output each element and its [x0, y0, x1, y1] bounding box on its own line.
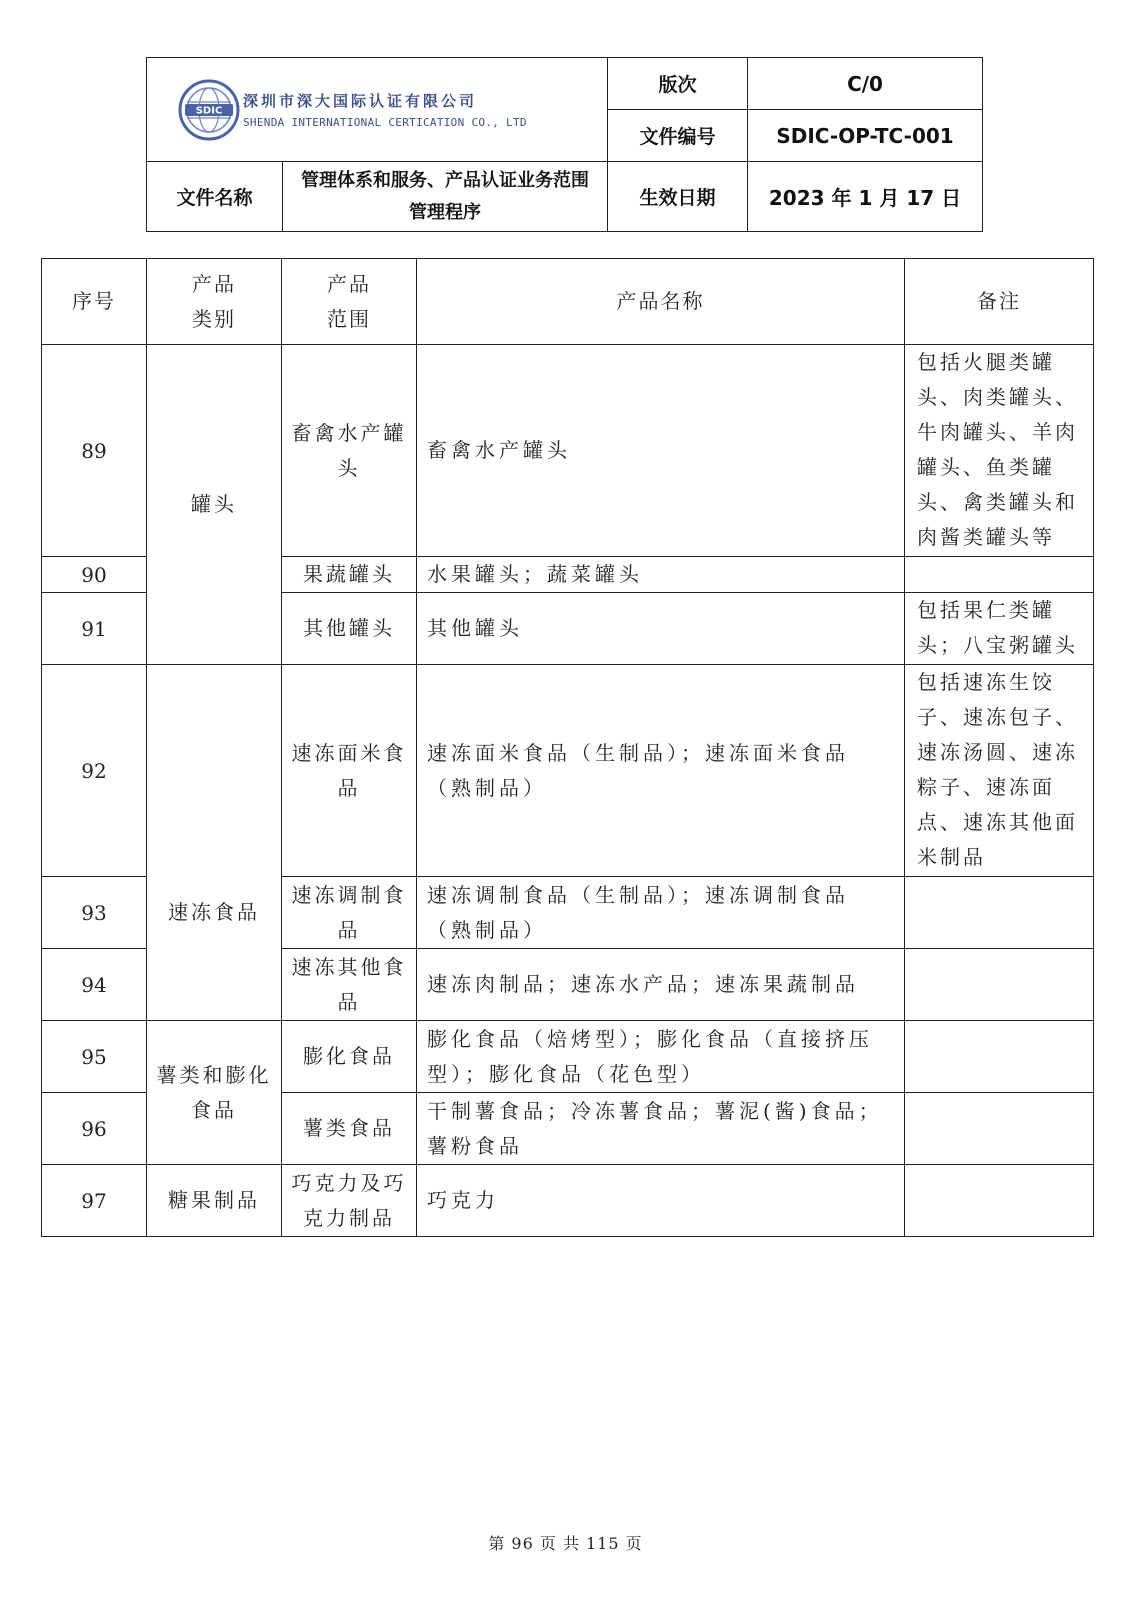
company-name-cn: 深圳市深大国际认证有限公司	[243, 92, 478, 110]
row-remark	[905, 1093, 1094, 1165]
row-scope: 速冻调制食品	[282, 877, 417, 949]
row-product-name: 膨化食品（焙烤型）；膨化食品（直接挤压型）；膨化食品（花色型）	[417, 1021, 905, 1093]
row-scope: 速冻面米食品	[282, 665, 417, 877]
row-scope: 速冻其他食品	[282, 949, 417, 1021]
company-name-en: SHENDA INTERNATIONAL CERTICATION CO., LTD	[243, 116, 527, 129]
category-cell: 薯类和膨化食品	[147, 1021, 282, 1165]
header-remark: 备注	[905, 259, 1094, 345]
row-scope: 畜禽水产罐头	[282, 345, 417, 557]
row-scope: 膨化食品	[282, 1021, 417, 1093]
row-remark	[905, 949, 1094, 1021]
row-product-name: 干制薯食品；冷冻薯食品；薯泥(酱)食品；薯粉食品	[417, 1093, 905, 1165]
row-seq: 97	[42, 1165, 147, 1237]
row-remark	[905, 1165, 1094, 1237]
table-row	[42, 1165, 1094, 1237]
row-seq: 90	[42, 557, 147, 593]
row-product-name: 速冻肉制品；速冻水产品；速冻果蔬制品	[417, 949, 905, 1021]
globe-logo-icon	[177, 78, 241, 142]
row-seq: 89	[42, 345, 147, 557]
header-category	[147, 259, 282, 345]
row-product-name: 速冻面米食品（生制品）；速冻面米食品（熟制品）	[417, 665, 905, 877]
doc-name-value: 管理体系和服务、产品认证业务范围管理程序	[283, 162, 608, 232]
doc-number-label: 文件编号	[608, 110, 748, 162]
category-cell: 糖果制品	[147, 1165, 282, 1237]
effective-date-label: 生效日期	[608, 162, 748, 232]
row-seq: 91	[42, 593, 147, 665]
version-label: 版次	[608, 58, 748, 110]
row-seq: 94	[42, 949, 147, 1021]
row-remark: 包括速冻生饺子、速冻包子、速冻汤圆、速冻粽子、速冻面点、速冻其他面米制品	[905, 665, 1094, 877]
table-row	[42, 665, 1094, 877]
header-seq: 序号	[42, 259, 147, 345]
row-remark	[905, 557, 1094, 593]
document-header	[146, 57, 983, 232]
table-row	[42, 1021, 1094, 1093]
row-scope: 其他罐头	[282, 593, 417, 665]
row-seq: 95	[42, 1021, 147, 1093]
product-scope-table	[41, 258, 1094, 1237]
table-header-row	[42, 259, 1094, 345]
row-product-name: 畜禽水产罐头	[417, 345, 905, 557]
row-product-name: 巧克力	[417, 1165, 905, 1237]
row-seq: 93	[42, 877, 147, 949]
doc-number-value: SDIC-OP-TC-001	[748, 110, 983, 162]
header-category-text: 产品类别	[192, 271, 236, 331]
table-row	[42, 345, 1094, 557]
page-number: 第 96 页 共 115 页	[488, 1534, 643, 1553]
doc-name-label: 文件名称	[147, 162, 283, 232]
effective-date-value: 2023 年 1 月 17 日	[748, 162, 983, 232]
row-seq: 96	[42, 1093, 147, 1165]
row-product-name: 速冻调制食品（生制品）；速冻调制食品（熟制品）	[417, 877, 905, 949]
logo-monogram: SDIC	[195, 105, 223, 116]
category-cell: 速冻食品	[147, 665, 282, 1021]
header-name: 产品名称	[417, 259, 905, 345]
row-product-name: 其他罐头	[417, 593, 905, 665]
row-remark	[905, 877, 1094, 949]
row-product-name: 水果罐头；蔬菜罐头	[417, 557, 905, 593]
version-value: C/0	[748, 58, 983, 110]
row-scope: 果蔬罐头	[282, 557, 417, 593]
category-cell: 罐头	[147, 345, 282, 665]
row-scope: 巧克力及巧克力制品	[282, 1165, 417, 1237]
header-scope-text: 产品范围	[327, 271, 371, 331]
row-seq: 92	[42, 665, 147, 877]
row-scope: 薯类食品	[282, 1093, 417, 1165]
row-remark	[905, 1021, 1094, 1093]
row-remark: 包括火腿类罐头、肉类罐头、牛肉罐头、羊肉罐头、鱼类罐头、禽类罐头和肉酱类罐头等	[905, 345, 1094, 557]
company-logo-cell	[147, 58, 608, 162]
header-scope	[282, 259, 417, 345]
row-remark: 包括果仁类罐头；八宝粥罐头	[905, 593, 1094, 665]
